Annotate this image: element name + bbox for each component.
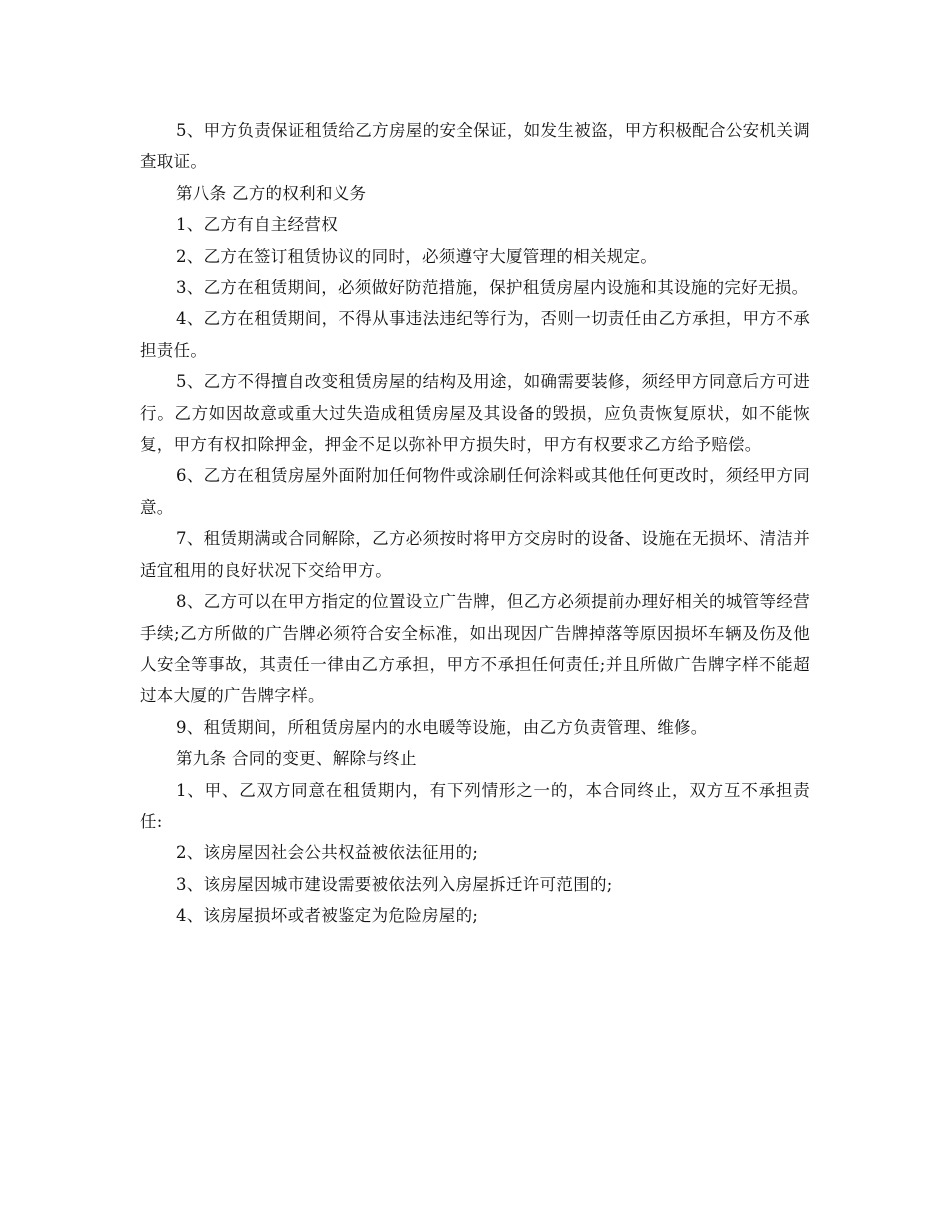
paragraph-tenant-9: 9、租赁期间，所租赁房屋内的水电暖等设施，由乙方负责管理、维修。 <box>176 717 708 737</box>
paragraph-tenant-5: 5、乙方不得擅自改变租赁房屋的结构及用途，如确需要装修，须经甲方同意后方可进行。乙方如因故意或重大过失造成租赁房屋及其设备的毁损，应负责恢复原状，如不能恢复，甲方有权扣除押金，押金不足以弥补甲方损失时，甲方有权要求乙方给予赔偿。 <box>140 372 810 455</box>
document-body <box>140 115 810 932</box>
paragraph-tenant-7: 7、租赁期满或合同解除，乙方必须按时将甲方交房时的设备、设施在无损坏、清洁并适宜租用的良好状况下交给甲方。 <box>140 529 810 580</box>
paragraph-termination-4: 4、该房屋损坏或者被鉴定为危险房屋的; <box>176 906 479 926</box>
paragraph-termination-3: 3、该房屋因城市建设需要被依法列入房屋拆迁许可范围的; <box>176 874 613 894</box>
paragraph-landlord-security-5: 5、甲方负责保证租赁给乙方房屋的安全保证，如发生被盗，甲方积极配合公安机关调查取证。 <box>140 121 810 172</box>
heading-article-9: 第九条 合同的变更、解除与终止 <box>176 749 417 769</box>
paragraph-tenant-1: 1、乙方有自主经营权 <box>176 215 338 235</box>
paragraph-tenant-3: 3、乙方在租赁期间，必须做好防范措施，保护租赁房屋内设施和其设施的完好无损。 <box>176 278 809 298</box>
heading-article-8: 第八条 乙方的权利和义务 <box>176 183 367 203</box>
paragraph-termination-1: 1、甲、乙双方同意在租赁期内，有下列情形之一的，本合同终止，双方互不承担责任: <box>140 780 810 831</box>
paragraph-tenant-4: 4、乙方在租赁期间，不得从事违法违纪等行为，否则一切责任由乙方承担，甲方不承担责任。 <box>140 309 810 360</box>
paragraph-tenant-6: 6、乙方在租赁房屋外面附加任何物件或涂刷任何涂料或其他任何更改时，须经甲方同意。 <box>140 466 810 517</box>
paragraph-tenant-2: 2、乙方在签订租赁协议的同时，必须遵守大厦管理的相关规定。 <box>176 246 658 266</box>
paragraph-termination-2: 2、该房屋因社会公共权益被依法征用的; <box>176 843 479 863</box>
paragraph-tenant-8: 8、乙方可以在甲方指定的位置设立广告牌，但乙方必须提前办理好相关的城管等经营手续;乙方所做的广告牌必须符合安全标准，如出现因广告牌掉落等原因损坏车辆及伤及他人安全等事故，其责任一律由乙方承担，甲方不承担任何责任;并且所做广告牌字样不能超过本大厦的广告牌字样。 <box>140 592 810 706</box>
